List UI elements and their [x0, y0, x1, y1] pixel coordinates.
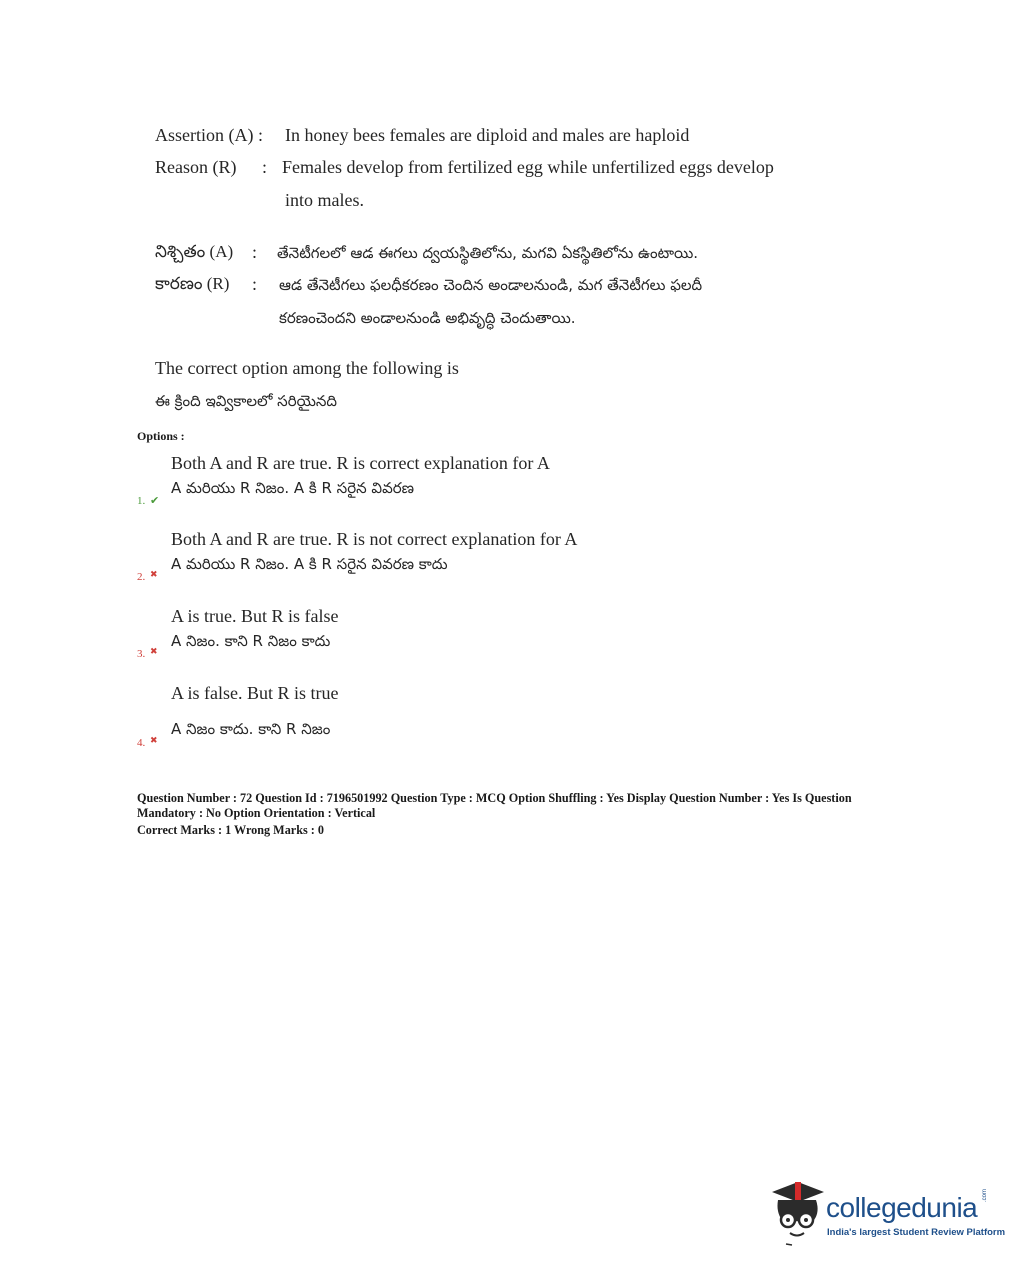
cross-icon: ✖ — [150, 647, 158, 657]
te-reason-colon: : — [252, 274, 258, 294]
logo-com: .com — [982, 1188, 988, 1202]
option-3-number: 3. — [137, 648, 146, 660]
option-3-english: A is true. But R is false — [171, 606, 339, 626]
logo-name: collegedunia — [826, 1192, 978, 1223]
question-meta — [137, 791, 897, 838]
meta-line-3: Correct Marks : 1 Wrong Marks : 0 — [137, 823, 324, 837]
meta-line-1: Question Number : 72 Question Id : 7196501992 Question Type : MCQ Option Shuffling : Yes Display Question Number : Yes Is Question — [137, 791, 852, 805]
option-3-telugu: A నిజం. కాని R నిజం కాదు — [171, 632, 331, 650]
te-reason-text-line2: కరణంచెందని అండాలనుండి అభివృద్ధి చెందుతాయి. — [279, 309, 576, 327]
cross-icon: ✖ — [150, 736, 158, 746]
reason-text-line1: Females develop from fertilized egg while unfertilized eggs develop — [282, 157, 774, 177]
meta-line-2: Mandatory : No Option Orientation : Vertical — [137, 806, 376, 820]
option-4-telugu: A నిజం కాదు. కాని R నిజం — [171, 720, 331, 738]
option-2-telugu: A మరియు R నిజం. A కి R సరైన వివరణ కాదు — [171, 555, 448, 573]
reason-colon: : — [262, 157, 268, 177]
check-icon: ✔ — [150, 494, 160, 507]
te-assertion-label: నిశ్చితం (A) — [155, 242, 234, 261]
option-1-number: 1. — [137, 495, 146, 507]
reason-label: Reason (R) — [155, 157, 237, 177]
option-4-number: 4. — [137, 737, 146, 749]
te-reason-text-line1: ఆడ తేనెటీగలు ఫలధీకరణం చెందిన అండాలనుండి, మగ తేనెటీగలు ఫలదీ — [279, 276, 703, 294]
prompt-english: The correct option among the following is — [155, 358, 459, 378]
cross-icon: ✖ — [150, 570, 158, 580]
reason-text-line2: into males. — [285, 190, 364, 210]
te-assertion-colon: : — [252, 242, 258, 262]
option-1-english: Both A and R are true. R is correct explanation for A — [171, 453, 550, 473]
assertion-text: In honey bees females are diploid and males are haploid — [285, 125, 690, 145]
assertion-label: Assertion (A) : — [155, 125, 263, 145]
option-1-telugu: A మరియు R నిజం. A కి R సరైన వివరణ — [171, 479, 415, 497]
option-2-english: Both A and R are true. R is not correct explanation for A — [171, 529, 578, 549]
te-reason-label: కారణం (R) — [155, 274, 230, 293]
collegedunia-logo — [768, 1178, 1006, 1248]
te-assertion-text: తేనెటీగలలో ఆడ ఈగలు ద్వయస్థితిలోను, మగవి ఏకస్థితిలోను ఉంటాయి. — [277, 244, 699, 262]
logo-tagline: India's largest Student Review Platform — [827, 1227, 1006, 1238]
options-label: Options : — [137, 429, 185, 443]
option-4-english: A is false. But R is true — [171, 683, 339, 703]
logo-mascot-icon — [768, 1178, 826, 1248]
prompt-telugu: ఈ క్రింది ఇవ్వికాలలో సరియైనది — [155, 392, 338, 410]
option-2-number: 2. — [137, 571, 146, 583]
